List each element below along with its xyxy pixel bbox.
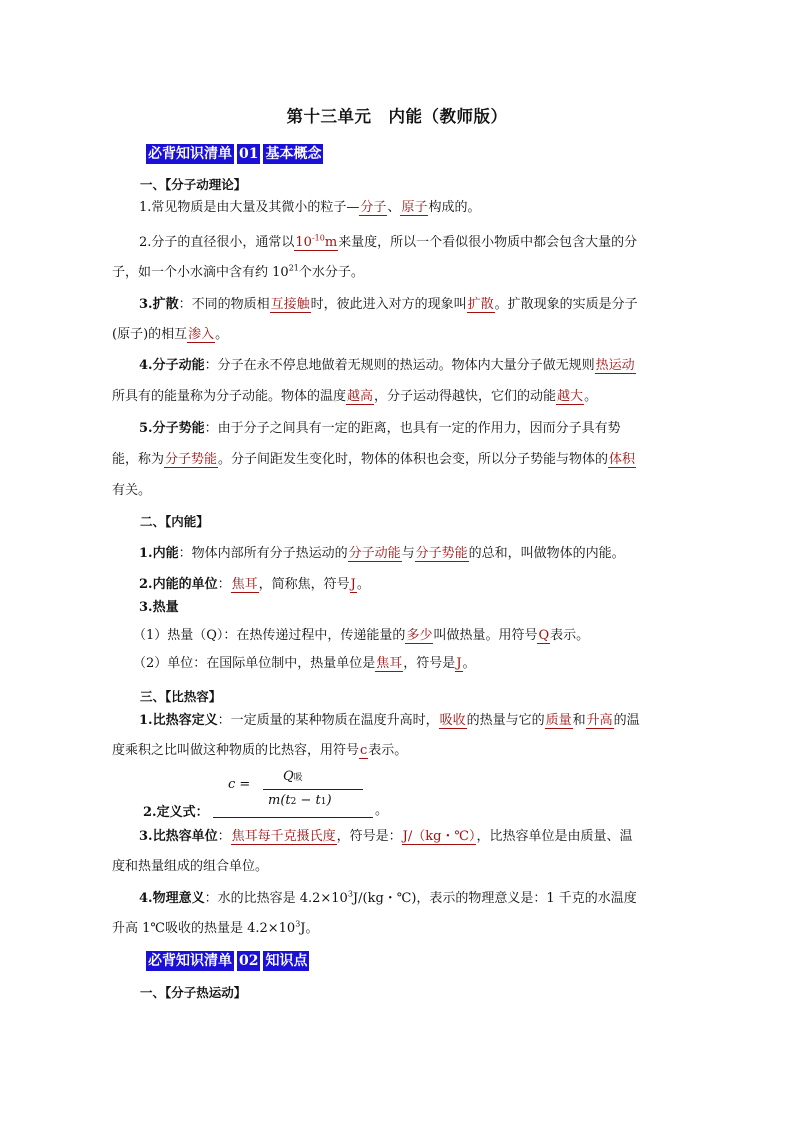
- section-banner-basic-concepts: [146, 144, 323, 164]
- answer-blank: 越高: [347, 389, 374, 404]
- paragraph-2-4: （1）热量（Q）：在热传递过程中，传递能量的多少叫做热量。用符号Q表示。: [133, 628, 590, 643]
- answer-blank: J/（kg・℃）: [402, 829, 476, 844]
- heading-internal-energy: 二、【内能】: [140, 514, 209, 529]
- paragraph-2-5: （2）单位：在国际单位制中，热量单位是焦耳，符号是J。: [133, 656, 476, 671]
- banner-label: 必背知识清单: [148, 953, 232, 969]
- paragraph-3-1: 1.比热容定义：一定质量的某种物质在温度升高时，吸收的热量与它的质量和升高的温: [139, 713, 640, 728]
- paragraph-1-5-cont: 能，称为分子势能。分子间距发生变化时，物体的体积也会变，所以分子势能与物体的体积: [112, 452, 636, 467]
- answer-blank: 焦耳: [376, 656, 403, 671]
- answer-blank: 渗入: [188, 327, 215, 342]
- answer-blank: 热运动: [595, 358, 635, 373]
- answer-blank: 分子动能: [348, 546, 401, 561]
- banner-topic: 基本概念: [265, 146, 322, 162]
- answer-blank: 越大: [557, 389, 584, 404]
- definition-formula: 2.定义式： c = Q吸 m(t2 − t1) 。: [143, 769, 389, 820]
- paragraph-1-3-cont: (原子)的相互渗入。: [112, 327, 229, 342]
- answer-blank: 体积: [609, 452, 636, 467]
- banner-number: 01: [239, 146, 259, 162]
- answer-blank: 质量: [545, 713, 572, 728]
- formula-label: 2.定义式：: [143, 805, 209, 820]
- answer-blank: 焦耳每千克摄氏度: [231, 829, 336, 844]
- paragraph-3-4: 4.物理意义：水的比热容是 $4.2\times 10^3J/(kg$・℃)，表示的物理意义是：1 千克的水温度: [139, 889, 637, 906]
- answer-blank: 分子势能: [165, 452, 218, 467]
- heading-specific-heat: 三、【比热容】: [140, 689, 222, 704]
- answer-blank: 分子: [360, 200, 387, 215]
- answer-blank: 分子势能: [415, 546, 468, 561]
- banner-topic: 知识点: [265, 953, 308, 969]
- formula-fraction: c = Q吸 m(t2 − t1): [213, 769, 373, 818]
- answer-blank: 多少: [406, 628, 433, 643]
- answer-blank: 互接触: [270, 297, 310, 312]
- paragraph-3-3: 3.比热容单位：焦耳每千克摄氏度，符号是：J/（kg・℃），比热容单位是由质量、温: [139, 829, 633, 844]
- paragraph-1-2-cont: 子，如一个小水滴中含有约 $10^{21}$个水分子。: [112, 263, 364, 280]
- answer-blank: Q: [538, 628, 550, 643]
- paragraph-2-1: 1.内能：物体内部所有分子热运动的分子动能与分子势能的总和，叫做物体的内能。: [139, 546, 625, 561]
- paragraph-3-3-cont: 度和热量组成的组合单位。: [112, 859, 269, 874]
- banner-number: 02: [239, 953, 259, 969]
- paragraph-1-5: 5.分子势能：由于分子之间具有一定的距离，也具有一定的作用力，因而分子具有势: [139, 421, 621, 436]
- section-banner-knowledge-points: [146, 951, 309, 971]
- answer-blank: 吸收: [439, 713, 466, 728]
- answer-blank: 升高: [586, 713, 613, 728]
- answer-blank: c: [360, 743, 368, 758]
- paragraph-1-4-cont: 所具有的能量称为分子动能。物体的温度越高，分子运动得越快，它们的动能越大。: [112, 389, 598, 404]
- page-title: 第十三单元 内能（教师版）: [286, 107, 508, 126]
- paragraph-1-5-end: 有关。: [112, 483, 152, 498]
- answer-blank: J: [456, 656, 462, 671]
- paragraph-2-2: 2.内能的单位：焦耳，简称焦，符号J。: [139, 577, 370, 592]
- paragraph-3-1-cont: 度乘积之比叫做这种物质的比热容，用符号c表示。: [112, 743, 408, 758]
- paragraph-1-3: 3.扩散：不同的物质相互接触时，彼此进入对方的现象叫扩散。扩散现象的实质是分子: [139, 297, 638, 312]
- answer-blank: 扩散: [467, 297, 494, 312]
- heading-thermal-motion: 一、【分子热运动】: [140, 985, 247, 1000]
- banner-label: 必背知识清单: [148, 146, 232, 162]
- answer-blank: 焦耳: [231, 577, 258, 592]
- answer-blank: J: [350, 577, 356, 592]
- answer-blank: 原子: [401, 200, 428, 215]
- answer-blank: $10^{-10}m$: [295, 233, 338, 250]
- paragraph-1-2: 2.分子的直径很小，通常以$10^{-10}m$来量度，所以一个看似很小物质中都会包含大量的分: [139, 233, 638, 250]
- paragraph-3-4-cont: 升高 1℃吸收的热量是 $4.2\times 10^3J$。: [112, 919, 319, 936]
- paragraph-2-3: 3.热量: [139, 600, 179, 615]
- paragraph-1-1: 1.常见物质是由大量及其微小的粒子—分子、原子构成的。: [139, 200, 481, 215]
- heading-molecular-theory: 一、【分子动理论】: [140, 177, 247, 192]
- paragraph-1-4: 4.分子动能：分子在永不停息地做着无规则的热运动。物体内大量分子做无规则热运动: [139, 358, 635, 373]
